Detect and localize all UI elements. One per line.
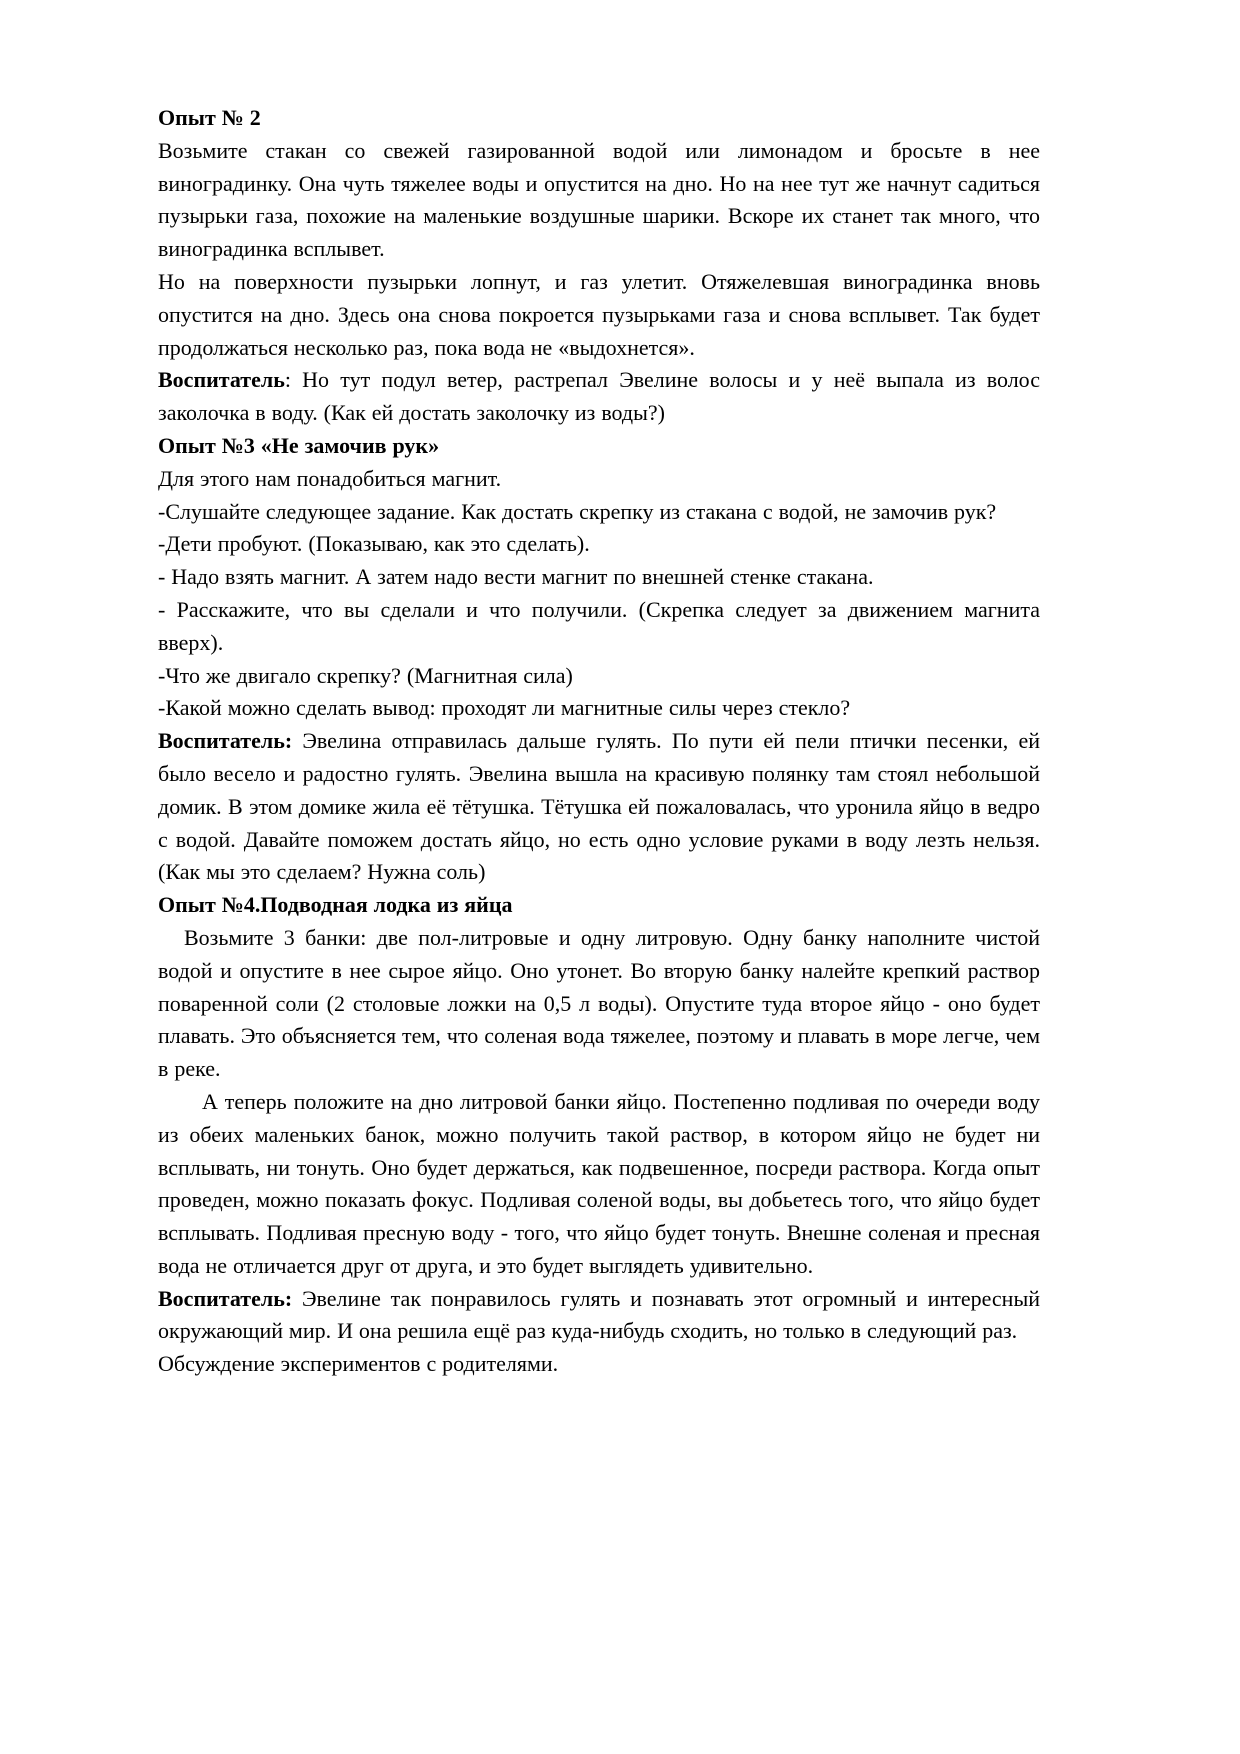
text-run: Возьмите стакан со свежей газированной водой или лимонадом и бросьте в нее виноградинку. Она чуть тяжелее воды и опустится на дно. Но на нее тут же начнут садиться пузырьки газа, похожие на маленькие воздушные шарики. Вскоре их станет так много, что виноградинка всплывет. <box>158 137 1040 262</box>
paragraph <box>158 1283 1040 1349</box>
heading-experiment-2 <box>158 102 1040 135</box>
text-run: -Слушайте следующее задание. Как достать скрепку из стакана с водой, не замочив рук? <box>158 498 997 524</box>
text-run: -Какой можно сделать вывод: проходят ли магнитные силы через стекло? <box>158 695 851 721</box>
paragraph <box>158 594 1040 660</box>
text-run: Для этого нам понадобиться магнит. <box>158 465 502 491</box>
paragraph <box>158 692 1040 725</box>
bold-text-run: Воспитатель: <box>158 728 293 754</box>
text-run: Но на поверхности пузырьки лопнут, и газ улетит. Отяжелевшая виноградинка вновь опустится на дно. Здесь она снова покроется пузырьками газа и снова всплывет. Так будет продолжаться несколько раз, пока вода не «выдохнется». <box>158 268 1040 360</box>
document-body <box>158 102 1040 1381</box>
text-run: -Что же двигало скрепку? (Магнитная сила) <box>158 662 573 688</box>
paragraph <box>158 922 1040 1086</box>
text-run: - Расскажите, что вы сделали и что получили. (Скрепка следует за движением магнита вверх). <box>158 596 1040 655</box>
text-run: А теперь положите на дно литровой банки яйцо. Постепенно подливая по очереди воду из обеих маленьких банок, можно получить такой раствор, в котором яйцо не будет ни всплывать, ни тонуть. Оно будет держаться, как подвешенное, посреди раствора. Когда опыт проведен, можно показать фокус. Подливая соленой воды, вы добьетесь того, что яйцо будет всплывать. Подливая пресную воду - того, что яйцо будет тонуть. Внешне соленая и пресная вода не отличается друг от друга, и это будет выглядеть удивительно. <box>158 1088 1040 1278</box>
paragraph <box>158 364 1040 430</box>
paragraph <box>158 1348 1040 1381</box>
bold-text-run: Опыт №3 «Не замочив рук» <box>158 432 440 458</box>
text-run: -Дети пробуют. (Показываю, как это сделать). <box>158 531 590 557</box>
heading-experiment-3 <box>158 430 1040 463</box>
paragraph <box>158 135 1040 266</box>
text-run: Эвелине так понравилось гулять и познавать этот огромный и интересный окружающий мир. И она решила ещё раз куда-нибудь сходить, но только в следующий раз. <box>158 1285 1040 1344</box>
text-run: : Но тут подул ветер, растрепал Эвелине волосы и у неё выпала из волос заколочка в воду. (Как ей достать заколочку из воды?) <box>158 367 1040 426</box>
text-run: Обсуждение экспериментов с родителями. <box>158 1351 559 1377</box>
bold-text-run: Воспитатель <box>158 367 285 393</box>
text-run: - Надо взять магнит. А затем надо вести магнит по внешней стенке стакана. <box>158 564 874 590</box>
paragraph <box>158 561 1040 594</box>
heading-experiment-4 <box>158 889 1040 922</box>
paragraph <box>158 266 1040 364</box>
text-run: Эвелина отправилась дальше гулять. По пути ей пели птички песенки, ей было весело и радостно гулять. Эвелина вышла на красивую полянку там стоял небольшой домик. В этом домике жила её тётушка. Тётушка ей пожаловалась, что уронила яйцо в ведро с водой. Давайте поможем достать яйцо, но есть одно условие руками в воду лезть нельзя. (Как мы это сделаем? Нужна соль) <box>158 728 1040 885</box>
paragraph <box>158 725 1040 889</box>
text-run: Возьмите 3 банки: две пол-литровые и одну литровую. Одну банку наполните чистой водой и опустите в нее сырое яйцо. Оно утонет. Во вторую банку налейте крепкий раствор поваренной соли (2 столовые ложки на 0,5 л воды). Опустите туда второе яйцо - оно будет плавать. Это объясняется тем, что соленая вода тяжелее, поэтому и плавать в море легче, чем в реке. <box>158 924 1040 1082</box>
bold-text-run: Воспитатель: <box>158 1285 293 1311</box>
paragraph <box>158 463 1040 496</box>
paragraph <box>158 528 1040 561</box>
bold-text-run: Опыт №4.Подводная лодка из яйца <box>158 892 513 918</box>
bold-text-run: Опыт № 2 <box>158 105 261 130</box>
paragraph <box>158 496 1040 529</box>
paragraph <box>158 1086 1040 1283</box>
paragraph <box>158 660 1040 693</box>
